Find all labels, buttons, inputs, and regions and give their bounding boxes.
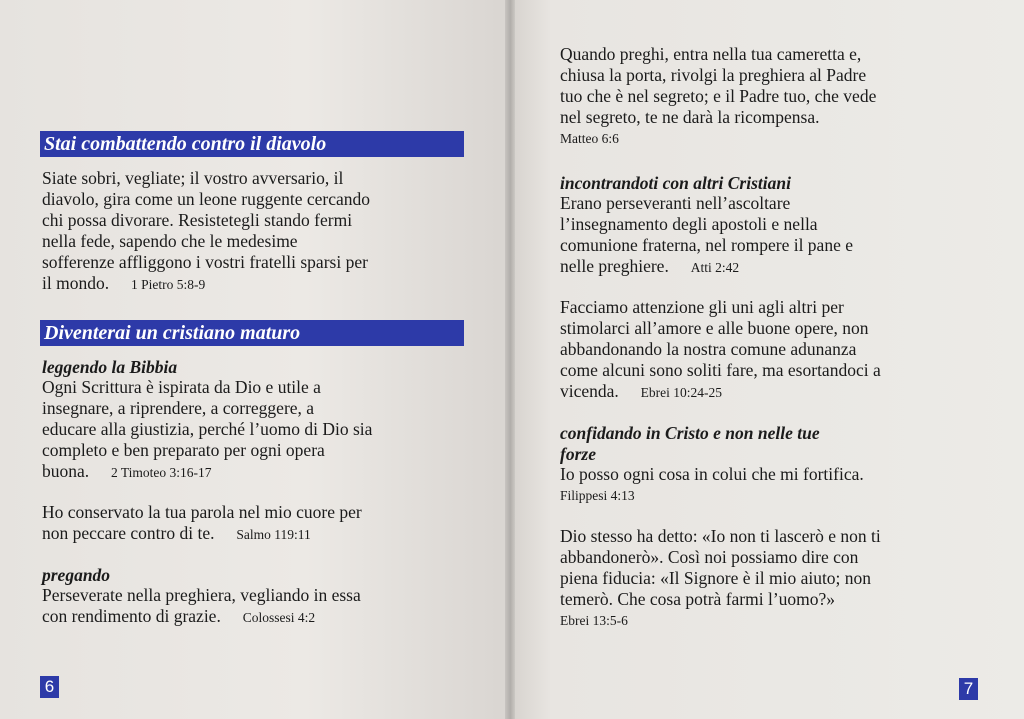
text-line: l’insegnamento degli apostoli e nella — [560, 214, 818, 234]
bible-reference: Ebrei 13:5-6 — [560, 613, 628, 628]
bible-reference: Atti 2:42 — [690, 260, 740, 275]
text-line: Dio stesso ha detto: «Io non ti lascerò e non ti — [560, 526, 881, 546]
text-fragment: nelle preghiere. — [560, 256, 669, 276]
subheading-praying: pregando — [42, 565, 111, 585]
paragraph-atti — [560, 193, 853, 278]
bible-reference: Filippesi 4:13 — [560, 488, 635, 503]
text-line: chi possa divorare. Resistetegli stando fermi — [42, 210, 353, 230]
text-line: sofferenze affliggono i vostri fratelli sparsi per — [42, 252, 368, 272]
bible-reference: 2 Timoteo 3:16-17 — [111, 465, 212, 480]
bible-reference: Salmo 119:11 — [236, 527, 311, 542]
text-fragment: con rendimento di grazie. — [42, 606, 221, 626]
text-line — [560, 256, 853, 278]
text-line: Quando preghi, entra nella tua cameretta e, — [560, 44, 862, 64]
subheading-trust — [560, 423, 820, 465]
text-line: Erano perseveranti nell’ascoltare — [560, 193, 791, 213]
section-banner-mature: Diventerai un cristiano maturo — [40, 320, 464, 346]
text-line: insegnare, a riprendere, a correggere, a — [42, 398, 315, 418]
text-line: Ho conservato la tua parola nel mio cuore per — [42, 502, 362, 522]
text-line — [42, 606, 361, 628]
text-fragment: non peccare contro di te. — [42, 523, 215, 543]
book-gutter — [505, 0, 515, 719]
text-line: Perseverate nella preghiera, vegliando in essa — [42, 585, 361, 605]
text-line: comunione fraterna, nel rompere il pane e — [560, 235, 853, 255]
paragraph-ebrei-13 — [560, 526, 881, 631]
text-line: come alcuni sono soliti fare, ma esortandoci a — [560, 360, 881, 380]
page-number-left: 6 — [40, 676, 59, 698]
text-line: abbandonando la nostra comune adunanza — [560, 339, 857, 359]
text-line: diavolo, gira come un leone ruggente cercando — [42, 189, 370, 209]
subheading-christians: incontrandoti con altri Cristiani — [560, 173, 791, 193]
paragraph-matteo — [560, 44, 876, 149]
text-line: nel segreto, te ne darà la ricompensa. — [560, 107, 820, 127]
text-line: stimolarci all’amore e alle buone opere, non — [560, 318, 869, 338]
text-line: abbandonerò». Così noi possiamo dire con — [560, 547, 859, 567]
paragraph-ebrei-10 — [560, 297, 881, 403]
text-line: nella fede, sapendo che le medesime — [42, 231, 298, 251]
text-line: piena fiducia: «Il Signore è il mio aiuto; non — [560, 568, 872, 588]
left-page — [0, 0, 510, 719]
text-line: Facciamo attenzione gli uni agli altri per — [560, 297, 844, 317]
text-line: chiusa la porta, rivolgi la preghiera al Padre — [560, 65, 867, 85]
text-line: completo e ben preparato per ogni opera — [42, 440, 325, 460]
subheading-bible: leggendo la Bibbia — [42, 357, 178, 377]
text-line — [42, 461, 372, 483]
paragraph-colossesi — [42, 585, 361, 628]
text-fragment: vicenda. — [560, 381, 619, 401]
paragraph-filippesi — [560, 464, 864, 506]
paragraph-1-pietro — [42, 168, 370, 295]
bible-reference: Colossesi 4:2 — [242, 610, 316, 625]
text-line: tuo che è nel segreto; e il Padre tuo, che vede — [560, 86, 877, 106]
paragraph-2-timoteo — [42, 377, 372, 483]
text-fragment: buona. — [42, 461, 90, 481]
right-page — [510, 0, 1024, 719]
text-line — [42, 523, 362, 545]
text-line — [560, 381, 881, 403]
text-line: Ogni Scrittura è ispirata da Dio e utile a — [42, 377, 321, 397]
page-number-right: 7 — [959, 678, 978, 700]
section-banner-devil: Stai combattendo contro il diavolo — [40, 131, 464, 157]
text-line: confidando in Cristo e non nelle tue — [560, 423, 820, 443]
text-fragment: il mondo. — [42, 273, 110, 293]
bible-reference: Ebrei 10:24-25 — [640, 385, 723, 400]
bible-reference: Matteo 6:6 — [560, 131, 619, 146]
paragraph-salmo — [42, 502, 362, 545]
text-line: educare alla giustizia, perché l’uomo di Dio sia — [42, 419, 373, 439]
text-line: forze — [560, 444, 596, 464]
text-line: Siate sobri, vegliate; il vostro avversario, il — [42, 168, 344, 188]
text-line: temerò. Che cosa potrà farmi l’uomo?» — [560, 589, 836, 609]
text-line: Io posso ogni cosa in colui che mi fortifica. — [560, 464, 864, 484]
bible-reference: 1 Pietro 5:8-9 — [130, 277, 206, 292]
text-line — [42, 273, 370, 295]
